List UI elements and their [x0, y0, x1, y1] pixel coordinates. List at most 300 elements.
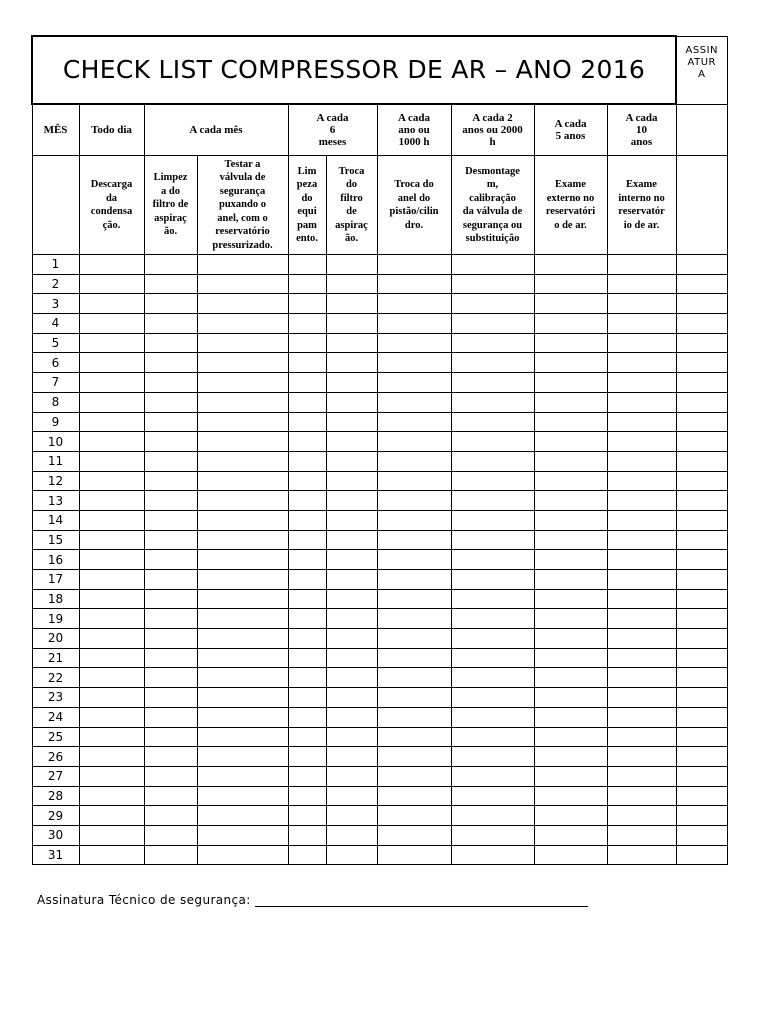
check-cell[interactable]	[451, 668, 534, 688]
check-cell[interactable]	[326, 412, 377, 432]
check-cell[interactable]	[607, 353, 676, 373]
check-cell[interactable]	[288, 629, 326, 649]
check-cell[interactable]	[451, 550, 534, 570]
check-cell[interactable]	[451, 766, 534, 786]
check-cell[interactable]	[326, 845, 377, 865]
check-cell[interactable]	[197, 333, 288, 353]
check-cell[interactable]	[534, 510, 607, 530]
check-cell[interactable]	[451, 688, 534, 708]
check-cell[interactable]	[197, 668, 288, 688]
check-cell[interactable]	[144, 825, 197, 845]
check-cell[interactable]	[377, 432, 451, 452]
check-cell[interactable]	[79, 589, 144, 609]
check-cell[interactable]	[607, 451, 676, 471]
check-cell[interactable]	[144, 629, 197, 649]
check-cell[interactable]	[197, 432, 288, 452]
check-cell[interactable]	[288, 530, 326, 550]
check-cell[interactable]	[607, 766, 676, 786]
check-cell[interactable]	[676, 530, 727, 550]
check-cell[interactable]	[79, 845, 144, 865]
check-cell[interactable]	[607, 294, 676, 314]
check-cell[interactable]	[79, 766, 144, 786]
check-cell[interactable]	[534, 255, 607, 275]
check-cell[interactable]	[676, 294, 727, 314]
check-cell[interactable]	[676, 589, 727, 609]
check-cell[interactable]	[288, 845, 326, 865]
check-cell[interactable]	[676, 609, 727, 629]
check-cell[interactable]	[79, 255, 144, 275]
check-cell[interactable]	[607, 845, 676, 865]
check-cell[interactable]	[197, 392, 288, 412]
check-cell[interactable]	[451, 432, 534, 452]
check-cell[interactable]	[451, 609, 534, 629]
check-cell[interactable]	[377, 786, 451, 806]
check-cell[interactable]	[326, 668, 377, 688]
check-cell[interactable]	[288, 550, 326, 570]
check-cell[interactable]	[377, 274, 451, 294]
check-cell[interactable]	[79, 806, 144, 826]
check-cell[interactable]	[197, 491, 288, 511]
check-cell[interactable]	[377, 333, 451, 353]
check-cell[interactable]	[197, 255, 288, 275]
check-cell[interactable]	[79, 688, 144, 708]
check-cell[interactable]	[676, 491, 727, 511]
check-cell[interactable]	[326, 373, 377, 393]
check-cell[interactable]	[534, 688, 607, 708]
check-cell[interactable]	[79, 294, 144, 314]
check-cell[interactable]	[79, 629, 144, 649]
check-cell[interactable]	[607, 550, 676, 570]
check-cell[interactable]	[451, 707, 534, 727]
check-cell[interactable]	[326, 570, 377, 590]
check-cell[interactable]	[197, 530, 288, 550]
check-cell[interactable]	[534, 392, 607, 412]
check-cell[interactable]	[451, 629, 534, 649]
check-cell[interactable]	[534, 314, 607, 334]
check-cell[interactable]	[377, 570, 451, 590]
check-cell[interactable]	[676, 570, 727, 590]
check-cell[interactable]	[534, 353, 607, 373]
check-cell[interactable]	[377, 550, 451, 570]
check-cell[interactable]	[377, 747, 451, 767]
check-cell[interactable]	[79, 825, 144, 845]
check-cell[interactable]	[79, 786, 144, 806]
check-cell[interactable]	[607, 589, 676, 609]
check-cell[interactable]	[144, 786, 197, 806]
check-cell[interactable]	[534, 294, 607, 314]
check-cell[interactable]	[326, 353, 377, 373]
check-cell[interactable]	[607, 727, 676, 747]
check-cell[interactable]	[451, 491, 534, 511]
check-cell[interactable]	[607, 648, 676, 668]
check-cell[interactable]	[607, 530, 676, 550]
check-cell[interactable]	[451, 392, 534, 412]
check-cell[interactable]	[288, 688, 326, 708]
check-cell[interactable]	[607, 786, 676, 806]
check-cell[interactable]	[377, 727, 451, 747]
check-cell[interactable]	[451, 806, 534, 826]
check-cell[interactable]	[288, 412, 326, 432]
check-cell[interactable]	[288, 609, 326, 629]
check-cell[interactable]	[607, 274, 676, 294]
check-cell[interactable]	[79, 353, 144, 373]
check-cell[interactable]	[676, 510, 727, 530]
check-cell[interactable]	[607, 255, 676, 275]
check-cell[interactable]	[197, 707, 288, 727]
check-cell[interactable]	[144, 412, 197, 432]
check-cell[interactable]	[326, 747, 377, 767]
check-cell[interactable]	[607, 688, 676, 708]
check-cell[interactable]	[676, 806, 727, 826]
check-cell[interactable]	[676, 688, 727, 708]
check-cell[interactable]	[534, 373, 607, 393]
check-cell[interactable]	[79, 648, 144, 668]
check-cell[interactable]	[288, 786, 326, 806]
check-cell[interactable]	[326, 688, 377, 708]
check-cell[interactable]	[534, 451, 607, 471]
check-cell[interactable]	[451, 451, 534, 471]
check-cell[interactable]	[144, 314, 197, 334]
check-cell[interactable]	[377, 412, 451, 432]
check-cell[interactable]	[79, 392, 144, 412]
check-cell[interactable]	[79, 373, 144, 393]
check-cell[interactable]	[326, 629, 377, 649]
check-cell[interactable]	[607, 471, 676, 491]
check-cell[interactable]	[534, 550, 607, 570]
check-cell[interactable]	[144, 747, 197, 767]
check-cell[interactable]	[197, 570, 288, 590]
check-cell[interactable]	[451, 314, 534, 334]
check-cell[interactable]	[197, 373, 288, 393]
check-cell[interactable]	[534, 747, 607, 767]
check-cell[interactable]	[534, 727, 607, 747]
check-cell[interactable]	[144, 688, 197, 708]
check-cell[interactable]	[79, 727, 144, 747]
check-cell[interactable]	[377, 471, 451, 491]
check-cell[interactable]	[451, 412, 534, 432]
check-cell[interactable]	[326, 294, 377, 314]
check-cell[interactable]	[197, 314, 288, 334]
check-cell[interactable]	[326, 491, 377, 511]
check-cell[interactable]	[451, 747, 534, 767]
check-cell[interactable]	[326, 530, 377, 550]
check-cell[interactable]	[197, 845, 288, 865]
check-cell[interactable]	[288, 491, 326, 511]
check-cell[interactable]	[676, 353, 727, 373]
check-cell[interactable]	[534, 648, 607, 668]
check-cell[interactable]	[676, 825, 727, 845]
check-cell[interactable]	[326, 333, 377, 353]
check-cell[interactable]	[144, 550, 197, 570]
check-cell[interactable]	[607, 668, 676, 688]
check-cell[interactable]	[451, 570, 534, 590]
check-cell[interactable]	[377, 825, 451, 845]
check-cell[interactable]	[451, 845, 534, 865]
check-cell[interactable]	[377, 530, 451, 550]
check-cell[interactable]	[377, 845, 451, 865]
check-cell[interactable]	[377, 392, 451, 412]
check-cell[interactable]	[288, 510, 326, 530]
check-cell[interactable]	[676, 747, 727, 767]
check-cell[interactable]	[197, 412, 288, 432]
check-cell[interactable]	[288, 333, 326, 353]
check-cell[interactable]	[451, 353, 534, 373]
check-cell[interactable]	[607, 609, 676, 629]
check-cell[interactable]	[197, 550, 288, 570]
check-cell[interactable]	[79, 550, 144, 570]
check-cell[interactable]	[197, 825, 288, 845]
check-cell[interactable]	[607, 629, 676, 649]
check-cell[interactable]	[534, 806, 607, 826]
check-cell[interactable]	[288, 274, 326, 294]
check-cell[interactable]	[676, 648, 727, 668]
check-cell[interactable]	[144, 589, 197, 609]
check-cell[interactable]	[326, 609, 377, 629]
check-cell[interactable]	[326, 786, 377, 806]
check-cell[interactable]	[197, 510, 288, 530]
check-cell[interactable]	[144, 274, 197, 294]
check-cell[interactable]	[288, 766, 326, 786]
check-cell[interactable]	[288, 747, 326, 767]
check-cell[interactable]	[197, 471, 288, 491]
check-cell[interactable]	[288, 451, 326, 471]
check-cell[interactable]	[607, 806, 676, 826]
check-cell[interactable]	[288, 727, 326, 747]
check-cell[interactable]	[451, 648, 534, 668]
check-cell[interactable]	[451, 825, 534, 845]
check-cell[interactable]	[144, 609, 197, 629]
check-cell[interactable]	[676, 274, 727, 294]
check-cell[interactable]	[197, 451, 288, 471]
check-cell[interactable]	[326, 274, 377, 294]
check-cell[interactable]	[79, 510, 144, 530]
check-cell[interactable]	[377, 806, 451, 826]
check-cell[interactable]	[534, 707, 607, 727]
check-cell[interactable]	[197, 648, 288, 668]
check-cell[interactable]	[79, 668, 144, 688]
check-cell[interactable]	[79, 530, 144, 550]
check-cell[interactable]	[676, 392, 727, 412]
check-cell[interactable]	[326, 255, 377, 275]
check-cell[interactable]	[79, 491, 144, 511]
check-cell[interactable]	[534, 766, 607, 786]
check-cell[interactable]	[377, 491, 451, 511]
check-cell[interactable]	[144, 471, 197, 491]
check-cell[interactable]	[288, 806, 326, 826]
check-cell[interactable]	[288, 353, 326, 373]
check-cell[interactable]	[144, 530, 197, 550]
check-cell[interactable]	[144, 294, 197, 314]
check-cell[interactable]	[197, 589, 288, 609]
check-cell[interactable]	[197, 786, 288, 806]
check-cell[interactable]	[288, 471, 326, 491]
check-cell[interactable]	[144, 806, 197, 826]
check-cell[interactable]	[676, 432, 727, 452]
check-cell[interactable]	[197, 353, 288, 373]
check-cell[interactable]	[534, 609, 607, 629]
check-cell[interactable]	[144, 648, 197, 668]
check-cell[interactable]	[676, 255, 727, 275]
check-cell[interactable]	[326, 471, 377, 491]
check-cell[interactable]	[676, 314, 727, 334]
check-cell[interactable]	[144, 707, 197, 727]
check-cell[interactable]	[451, 255, 534, 275]
check-cell[interactable]	[451, 471, 534, 491]
check-cell[interactable]	[326, 550, 377, 570]
check-cell[interactable]	[288, 589, 326, 609]
check-cell[interactable]	[326, 589, 377, 609]
check-cell[interactable]	[79, 333, 144, 353]
check-cell[interactable]	[607, 491, 676, 511]
check-cell[interactable]	[377, 294, 451, 314]
check-cell[interactable]	[377, 609, 451, 629]
check-cell[interactable]	[144, 392, 197, 412]
check-cell[interactable]	[377, 373, 451, 393]
check-cell[interactable]	[676, 451, 727, 471]
check-cell[interactable]	[288, 314, 326, 334]
check-cell[interactable]	[676, 412, 727, 432]
check-cell[interactable]	[79, 570, 144, 590]
check-cell[interactable]	[451, 786, 534, 806]
check-cell[interactable]	[197, 688, 288, 708]
check-cell[interactable]	[288, 294, 326, 314]
check-cell[interactable]	[326, 806, 377, 826]
check-cell[interactable]	[288, 668, 326, 688]
check-cell[interactable]	[377, 255, 451, 275]
check-cell[interactable]	[326, 766, 377, 786]
check-cell[interactable]	[607, 314, 676, 334]
check-cell[interactable]	[326, 727, 377, 747]
check-cell[interactable]	[451, 589, 534, 609]
check-cell[interactable]	[79, 471, 144, 491]
check-cell[interactable]	[144, 491, 197, 511]
check-cell[interactable]	[676, 471, 727, 491]
check-cell[interactable]	[607, 747, 676, 767]
check-cell[interactable]	[288, 570, 326, 590]
check-cell[interactable]	[79, 707, 144, 727]
check-cell[interactable]	[144, 845, 197, 865]
check-cell[interactable]	[144, 766, 197, 786]
check-cell[interactable]	[288, 707, 326, 727]
check-cell[interactable]	[197, 629, 288, 649]
check-cell[interactable]	[326, 314, 377, 334]
check-cell[interactable]	[326, 392, 377, 412]
check-cell[interactable]	[534, 589, 607, 609]
check-cell[interactable]	[144, 333, 197, 353]
check-cell[interactable]	[534, 845, 607, 865]
check-cell[interactable]	[288, 392, 326, 412]
check-cell[interactable]	[534, 471, 607, 491]
check-cell[interactable]	[79, 609, 144, 629]
check-cell[interactable]	[676, 333, 727, 353]
check-cell[interactable]	[676, 845, 727, 865]
check-cell[interactable]	[144, 510, 197, 530]
check-cell[interactable]	[534, 668, 607, 688]
check-cell[interactable]	[326, 432, 377, 452]
check-cell[interactable]	[377, 688, 451, 708]
check-cell[interactable]	[197, 806, 288, 826]
check-cell[interactable]	[326, 707, 377, 727]
check-cell[interactable]	[534, 491, 607, 511]
check-cell[interactable]	[607, 373, 676, 393]
check-cell[interactable]	[676, 786, 727, 806]
check-cell[interactable]	[451, 294, 534, 314]
check-cell[interactable]	[326, 648, 377, 668]
check-cell[interactable]	[79, 432, 144, 452]
check-cell[interactable]	[377, 629, 451, 649]
check-cell[interactable]	[326, 451, 377, 471]
check-cell[interactable]	[377, 314, 451, 334]
check-cell[interactable]	[676, 550, 727, 570]
check-cell[interactable]	[377, 668, 451, 688]
check-cell[interactable]	[451, 373, 534, 393]
check-cell[interactable]	[197, 294, 288, 314]
check-cell[interactable]	[607, 412, 676, 432]
check-cell[interactable]	[451, 727, 534, 747]
check-cell[interactable]	[534, 530, 607, 550]
check-cell[interactable]	[377, 353, 451, 373]
check-cell[interactable]	[607, 392, 676, 412]
check-cell[interactable]	[288, 648, 326, 668]
check-cell[interactable]	[197, 609, 288, 629]
check-cell[interactable]	[607, 707, 676, 727]
check-cell[interactable]	[676, 668, 727, 688]
check-cell[interactable]	[79, 747, 144, 767]
check-cell[interactable]	[607, 825, 676, 845]
check-cell[interactable]	[197, 727, 288, 747]
check-cell[interactable]	[534, 570, 607, 590]
check-cell[interactable]	[144, 727, 197, 747]
check-cell[interactable]	[676, 373, 727, 393]
check-cell[interactable]	[451, 530, 534, 550]
check-cell[interactable]	[676, 727, 727, 747]
check-cell[interactable]	[607, 333, 676, 353]
check-cell[interactable]	[451, 274, 534, 294]
check-cell[interactable]	[144, 432, 197, 452]
check-cell[interactable]	[288, 255, 326, 275]
check-cell[interactable]	[607, 432, 676, 452]
check-cell[interactable]	[79, 314, 144, 334]
check-cell[interactable]	[326, 825, 377, 845]
check-cell[interactable]	[144, 255, 197, 275]
check-cell[interactable]	[144, 668, 197, 688]
check-cell[interactable]	[326, 510, 377, 530]
check-cell[interactable]	[534, 274, 607, 294]
check-cell[interactable]	[676, 629, 727, 649]
check-cell[interactable]	[607, 570, 676, 590]
check-cell[interactable]	[676, 707, 727, 727]
check-cell[interactable]	[377, 766, 451, 786]
check-cell[interactable]	[144, 451, 197, 471]
check-cell[interactable]	[144, 570, 197, 590]
check-cell[interactable]	[79, 274, 144, 294]
check-cell[interactable]	[534, 333, 607, 353]
check-cell[interactable]	[377, 510, 451, 530]
check-cell[interactable]	[451, 510, 534, 530]
check-cell[interactable]	[197, 747, 288, 767]
check-cell[interactable]	[79, 412, 144, 432]
check-cell[interactable]	[144, 373, 197, 393]
check-cell[interactable]	[197, 766, 288, 786]
check-cell[interactable]	[607, 510, 676, 530]
check-cell[interactable]	[534, 786, 607, 806]
check-cell[interactable]	[79, 451, 144, 471]
check-cell[interactable]	[144, 353, 197, 373]
check-cell[interactable]	[197, 274, 288, 294]
check-cell[interactable]	[534, 825, 607, 845]
check-cell[interactable]	[534, 412, 607, 432]
check-cell[interactable]	[451, 333, 534, 353]
